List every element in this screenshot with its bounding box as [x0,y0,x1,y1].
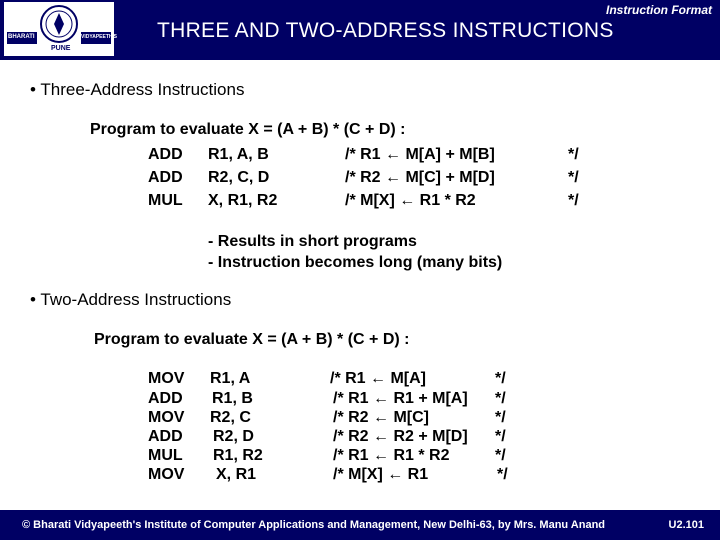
institute-logo [4,2,118,56]
logo-left-text: BHARATI [8,34,35,40]
footer-credit: © Bharati Vidyapeeth's Institute of Computer Applications and Management, New Delhi-63, by Mrs. Manu Anand [22,519,606,531]
comment: /* R1 ← M[A] + M[B] [345,146,495,163]
comment: /* R2 ← M[C] [333,409,429,426]
three-address-row [0,146,720,166]
comment-end: */ [495,428,506,445]
opcode: ADD [148,146,183,163]
operands: R2, C, D [208,169,270,186]
three-address-note: - Results in short programs [208,233,417,250]
comment-end: */ [495,370,506,387]
two-address-heading: • Two-Address Instructions [30,290,232,309]
slide-title: THREE AND TWO-ADDRESS INSTRUCTIONS [157,19,614,42]
two-address-row [0,390,720,410]
opcode: MOV [148,370,185,387]
three-address-row [0,192,720,212]
comment: /* R1 ← M[A] [330,370,426,387]
course-label: Instruction Format [605,3,712,17]
comment-end: */ [495,409,506,426]
opcode: MOV [148,466,185,483]
two-address-program: Program to evaluate X = (A + B) * (C + D) : [94,331,410,348]
two-address-row [0,409,720,429]
operands: X, R1, R2 [208,192,278,209]
logo-bottom-text: PUNE [51,45,71,52]
slide-number: U2.101 [668,519,704,531]
operands: R1, A, B [208,146,269,163]
three-address-note: - Instruction becomes long (many bits) [208,254,503,271]
operands: R1, A [210,370,251,387]
opcode: ADD [148,428,183,445]
comment-end: */ [495,390,506,407]
opcode: MOV [148,409,185,426]
operands: R2, D [213,428,254,445]
comment: /* R2 ← R2 + M[D] [333,428,468,445]
comment: /* M[X] ← R1 * R2 [345,192,476,209]
operands: R2, C [210,409,251,426]
two-address-row [0,428,720,448]
logo-right-text: VIDYAPEETH'S [81,34,118,40]
operands: R1, B [212,390,253,407]
opcode: ADD [148,169,183,186]
comment-end: */ [497,466,508,483]
operands: R1, R2 [213,447,263,464]
opcode: MUL [148,192,183,209]
comment: /* R1 ← R1 + M[A] [333,390,468,407]
slide-header [0,0,720,60]
three-address-heading: • Three-Address Instructions [30,80,245,99]
comment: /* R1 ← R1 * R2 [333,447,450,464]
comment-end: */ [568,169,579,186]
comment-end: */ [568,192,579,209]
comment-end: */ [568,146,579,163]
slide-footer [0,510,720,540]
opcode: MUL [148,447,183,464]
opcode: ADD [148,390,183,407]
comment: /* M[X] ← R1 [333,466,429,483]
two-address-row [0,370,720,390]
comment-end: */ [495,447,506,464]
operands: X, R1 [216,466,257,483]
two-address-row [0,447,720,467]
two-address-row [0,466,720,486]
three-address-row [0,169,720,189]
three-address-program: Program to evaluate X = (A + B) * (C + D) : [90,121,406,138]
comment: /* R2 ← M[C] + M[D] [345,169,495,186]
